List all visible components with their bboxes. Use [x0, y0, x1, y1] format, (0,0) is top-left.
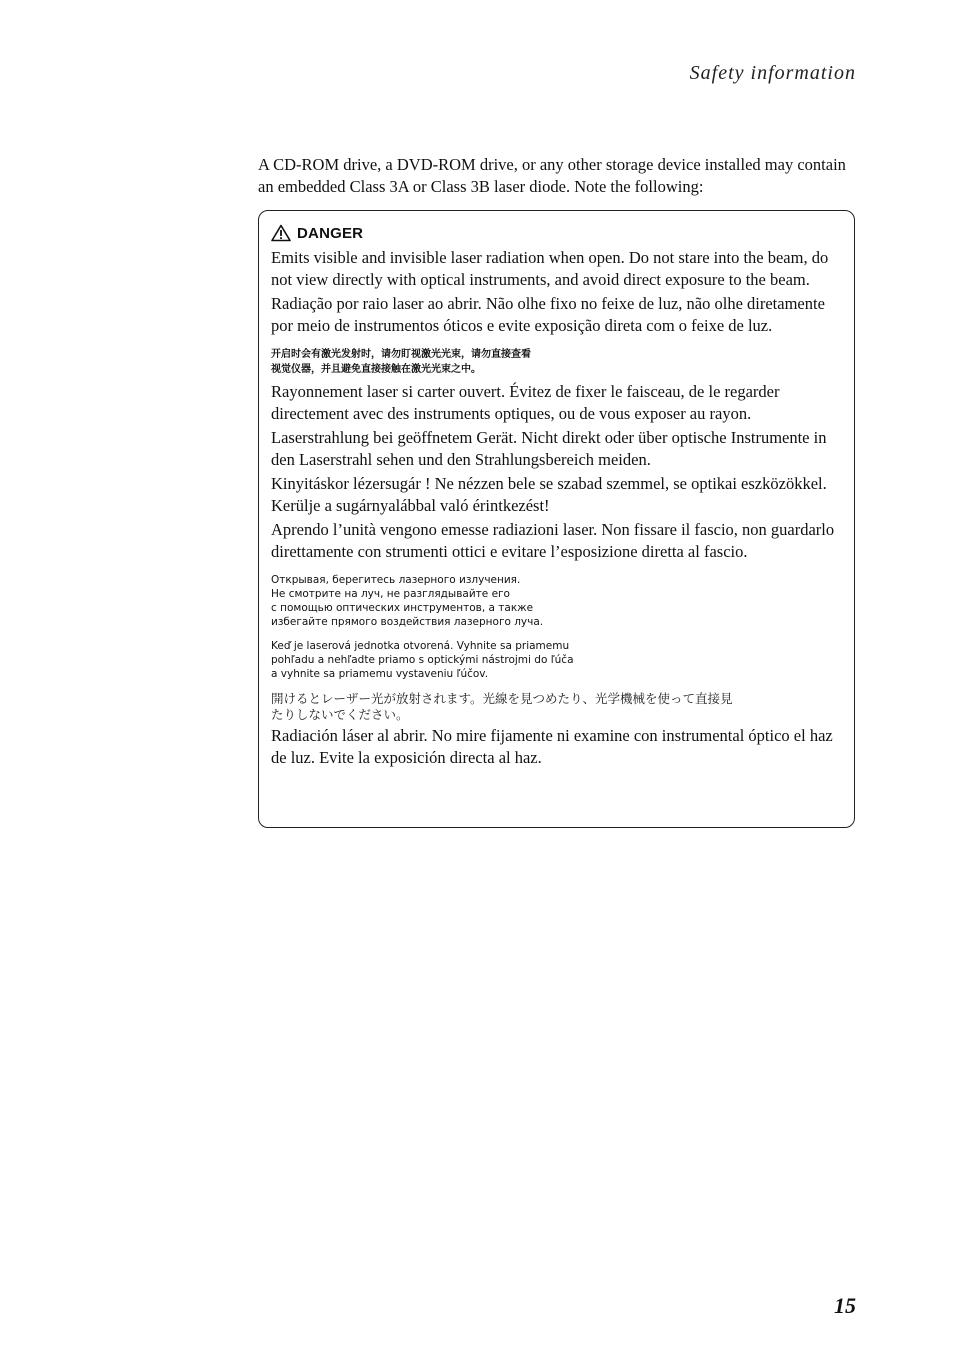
danger-label: DANGER: [297, 224, 364, 242]
page-number: 15: [834, 1293, 856, 1318]
warning-italian: Aprendo l’unità vengono emesse radiazioni laser. Non fissare il fascio, non guardarlo direttamente con strumenti ottici e evitare l’esposizione diretta al fascio.: [271, 520, 835, 561]
warning-portuguese: Radiação por raio laser ao abrir. Não olhe fixo no feixe de luz, não olhe diretamente por meio de instrumentos óticos e evite exposição direta com o feixe de luz.: [271, 294, 825, 335]
warning-hungarian: Kinyitáskor lézersugár ! Ne nézzen bele se szabad szemmel, se optikai eszközökkel. Kerülje a sugárnyalábbal való érintkezést!: [271, 474, 827, 515]
warning-english: Emits visible and invisible laser radiation when open. Do not stare into the beam, do not view directly with optical instruments, and avoid direct exposure to the beam.: [271, 248, 829, 289]
warning-german: Laserstrahlung bei geöffnetem Gerät. Nicht direkt oder über optische Instrumente in den Laserstrahl sehen und den Strahlungsbereich meiden.: [271, 428, 827, 469]
running-header: Safety information: [689, 62, 856, 84]
warning-french: Rayonnement laser si carter ouvert. Évitez de fixer le faisceau, de le regarder directement avec des instruments optiques, ou de vous exposer au rayon.: [271, 382, 780, 423]
warning-triangle-icon: [271, 224, 291, 242]
danger-notice-box: [258, 210, 855, 828]
warning-spanish: Radiación láser al abrir. No mire fijamente ni examine con instrumental óptico el haz de luz. Evite la exposición directa al haz.: [271, 726, 833, 767]
warning-russian: Открывая, берегитесь лазерного излучения. Не смотрите на луч, не разглядывайте его с помощью оптических инструментов, а также избегайте прямого воздействия лазерного луча.: [271, 574, 544, 628]
warning-chinese: 开启时会有激光发射时，请勿盯视激光光束，请勿直接查看 视觉仪器，并且避免直接接触在激光光束之中。: [271, 349, 531, 375]
warning-japanese: 開けるとレーザー光が放射されます。光線を見つめたり、光学機械を使って直接見 たりしないでください。: [271, 691, 733, 722]
intro-paragraph: A CD-ROM drive, a DVD-ROM drive, or any other storage device installed may contain an embedded Class 3A or Class 3B laser diode. Note the following:: [258, 155, 846, 196]
warning-slovak: Keď je laserová jednotka otvorená. Vyhnite sa priamemu pohľadu a nehľadte priamo s optickými nástrojmi do ľúča a vyhnite sa priamemu vystaveniu ľúčov.: [271, 640, 574, 680]
danger-heading: [271, 223, 842, 243]
